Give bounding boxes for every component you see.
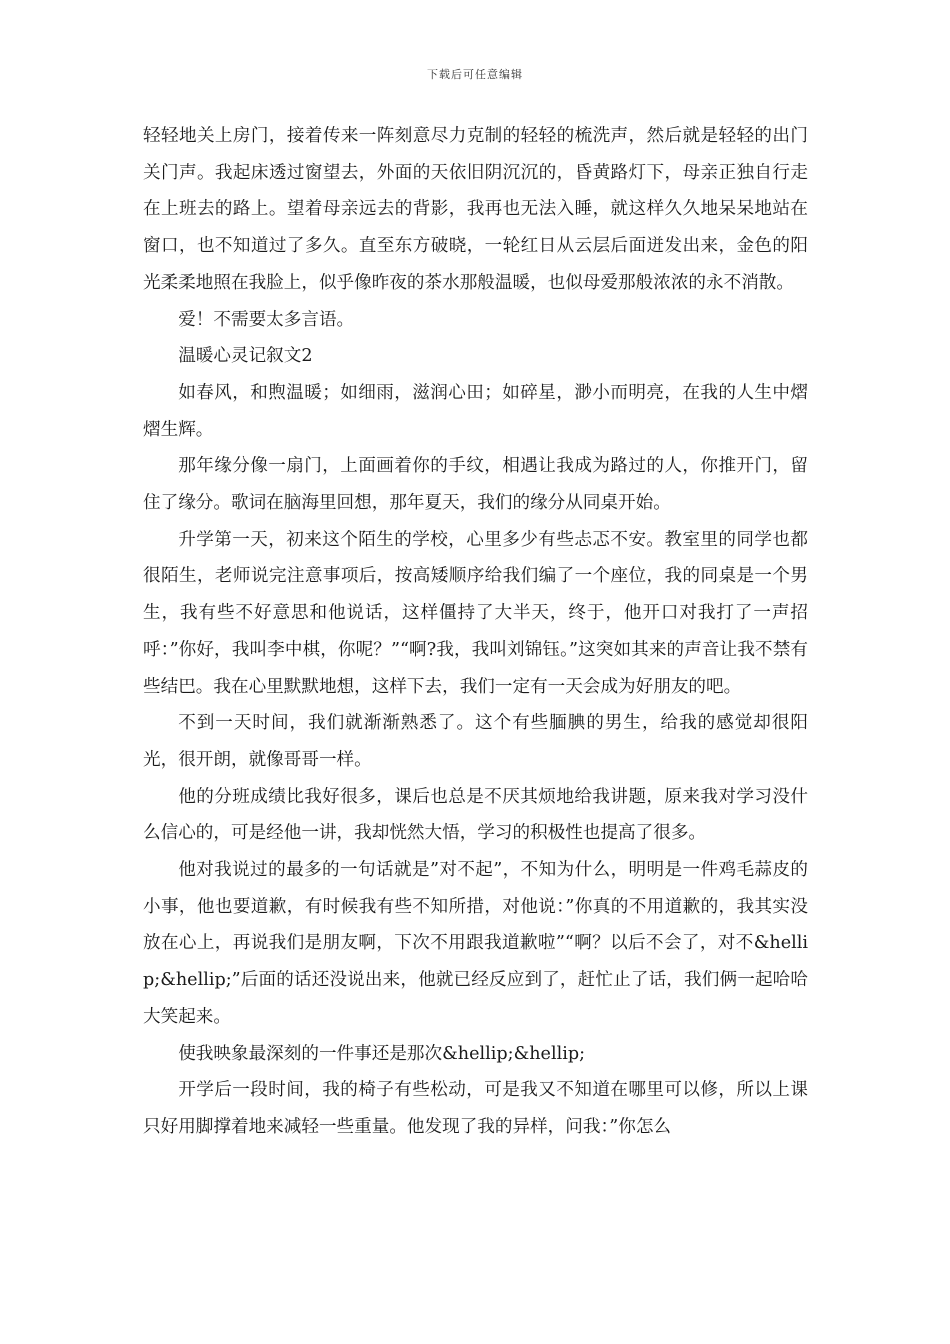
paragraph: 轻轻地关上房门，接着传来一阵刻意尽力克制的轻轻的梳洗声，然后就是轻轻的出门关门声。我起床透过窗望去，外面的天依旧阴沉沉的，昏黄路灯下，母亲正独自行走在上班去的路上。望着母亲远去的背影，我再也无法入睡，就这样久久地呆呆地站在窗口，也不知道过了多久。直至东方破晓，一轮红日从云层后面迸发出来，金色的阳光柔柔地照在我脸上，似乎像昨夜的茶水那般温暖，也似母爱那般浓浓的永不消散。 <box>143 126 808 293</box>
paragraph: 升学第一天，初来这个陌生的学校，心里多少有些忐忑不安。教室里的同学也都很陌生，老师说完注意事项后，按高矮顺序给我们编了一个座位，我的同桌是一个男生，我有些不好意思和他说话，这样僵持了大半天，终于，他开口对我打了一声招呼：”你好，我叫李中棋，你呢？”“啊?我，我叫刘锦钰。”这突如其来的声音让我不禁有些结巴。我在心里默默地想，这样下去，我们一定有一天会成为好朋友的吧。 <box>143 529 808 697</box>
paragraph: 他对我说过的最多的一句话就是”对不起”，不知为什么，明明是一件鸡毛蒜皮的小事，他也要道歉，有时候我有些不知所措，对他说：”你真的不用道歉的，我其实没放在心上，再说我们是朋友啊，下次不用跟我道歉啦”“啊？以后不会了，对不&hellip;&hellip;”后面的话还没说出来，他就已经反应到了，赶忙止了话，我们俩一起哈哈大笑起来。 <box>143 860 808 1027</box>
paragraph: 使我映象最深刻的一件事还是那次&hellip;&hellip; <box>178 1043 586 1064</box>
document-body <box>143 118 808 1146</box>
paragraph: 开学后一段时间，我的椅子有些松动，可是我又不知道在哪里可以修，所以上课只好用脚撑着地来减轻一些重量。他发现了我的异样，问我：”你怎么 <box>143 1080 808 1137</box>
paragraph: 如春风，和煦温暖；如细雨，滋润心田；如碎星，渺小而明亮，在我的人生中熠熠生辉。 <box>143 382 808 440</box>
paragraph: 那年缘分像一扇门，上面画着你的手纹，相遇让我成为路过的人，你推开门，留住了缘分。歌词在脑海里回想，那年夏天，我们的缘分从同桌开始。 <box>143 456 808 514</box>
paragraph: 他的分班成绩比我好很多，课后也总是不厌其烦地给我讲题，原来我对学习没什么信心的，可是经他一讲，我却恍然大悟，学习的积极性也提高了很多。 <box>143 786 808 844</box>
page-header: 下载后可任意编辑 <box>427 68 523 81</box>
paragraph: 爱！不需要太多言语。 <box>178 309 355 330</box>
paragraph: 不到一天时间，我们就渐渐熟悉了。这个有些腼腆的男生，给我的感觉却很阳光，很开朗，就像哥哥一样。 <box>143 713 808 770</box>
section-title: 温暖心灵记叙文2 <box>178 346 313 367</box>
